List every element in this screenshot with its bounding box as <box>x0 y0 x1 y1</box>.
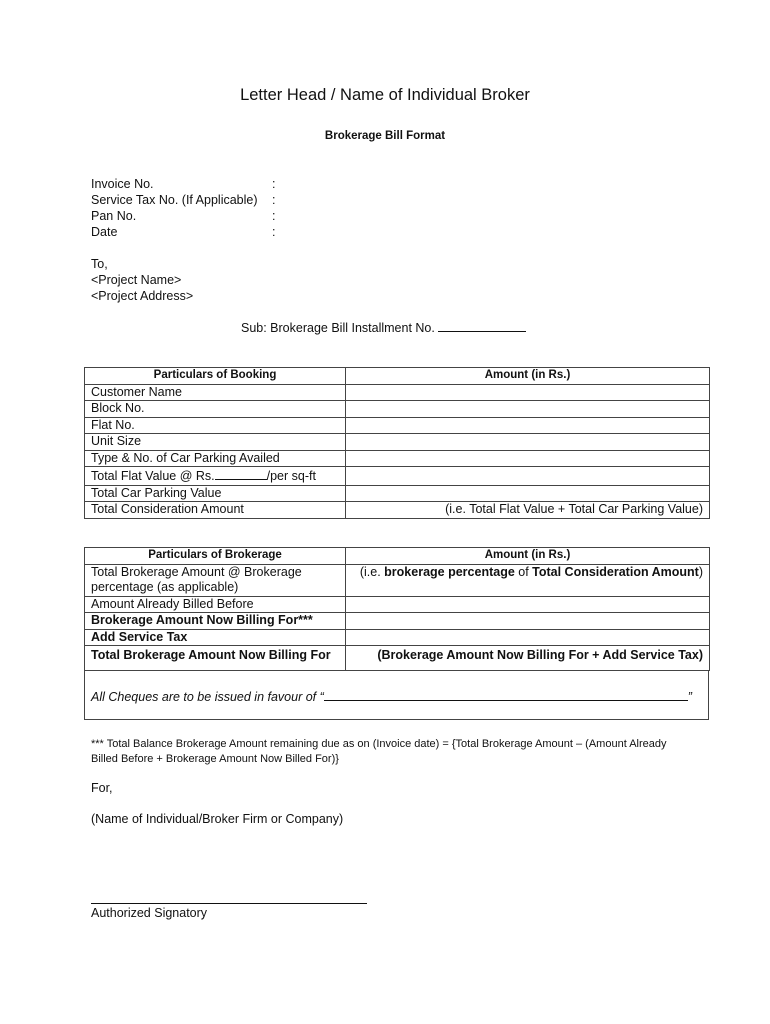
subject-text: Sub: Brokerage Bill Installment No. <box>241 321 435 335</box>
for-label: For, <box>91 781 113 795</box>
row-value[interactable] <box>346 629 710 646</box>
table-row <box>85 502 710 519</box>
row-label <box>85 467 346 486</box>
row-label: Brokerage Amount Now Billing For*** <box>85 613 346 630</box>
table-row <box>85 564 710 596</box>
row-label: Unit Size <box>85 434 346 451</box>
table-row <box>85 417 710 434</box>
row-label: Flat No. <box>85 417 346 434</box>
invoice-info-block <box>91 176 291 240</box>
row-value[interactable] <box>346 596 710 613</box>
broker-name-placeholder: (Name of Individual/Broker Firm or Company) <box>91 812 344 826</box>
service-tax-no-label: Service Tax No. (If Applicable) <box>91 193 258 207</box>
row-value[interactable] <box>346 467 710 486</box>
row-label: Amount Already Billed Before <box>85 596 346 613</box>
column-header: Particulars of Booking <box>85 368 346 385</box>
flat-value-suffix: /per sq-ft <box>266 469 316 483</box>
value-part: (i.e. <box>359 564 385 579</box>
table-row <box>85 384 710 401</box>
date-row <box>91 224 291 240</box>
table-row <box>85 401 710 418</box>
pan-no-label: Pan No. <box>91 209 137 223</box>
row-value[interactable] <box>346 450 710 467</box>
row-label: Total Car Parking Value <box>85 485 346 502</box>
project-address: <Project Address> <box>91 289 194 303</box>
row-label: Total Brokerage Amount Now Billing For <box>85 646 346 671</box>
payee-blank[interactable] <box>324 688 688 701</box>
row-value <box>346 564 710 596</box>
cheque-prefix: All Cheques are to be issued in favour of “ <box>91 690 324 704</box>
table-header-row <box>85 368 710 385</box>
table-row <box>85 613 710 630</box>
colon: : <box>272 225 276 239</box>
booking-table <box>84 367 710 519</box>
invoice-no-row <box>91 176 291 192</box>
table-row <box>85 646 710 671</box>
row-label: Block No. <box>85 401 346 418</box>
to-label: To, <box>91 257 108 271</box>
date-label: Date <box>91 225 118 239</box>
subject-line <box>241 319 526 335</box>
address-block <box>91 256 193 304</box>
authorized-signatory-label: Authorized Signatory <box>91 906 208 920</box>
flat-value-prefix: Total Flat Value @ Rs. <box>91 469 215 483</box>
table-row <box>85 434 710 451</box>
installment-no-blank[interactable] <box>438 319 526 332</box>
signature-line[interactable] <box>91 903 367 904</box>
rate-blank[interactable] <box>215 467 267 480</box>
column-header: Amount (in Rs.) <box>346 368 710 385</box>
row-value[interactable] <box>346 401 710 418</box>
row-value: (i.e. Total Flat Value + Total Car Parking Value) <box>346 502 710 519</box>
value-part-bold: brokerage percentage <box>384 564 515 579</box>
value-part: ) <box>698 564 703 579</box>
project-name: <Project Name> <box>91 273 182 287</box>
service-tax-no-row <box>91 192 291 208</box>
value-part-bold: Total Consideration Amount <box>532 564 699 579</box>
table-row <box>85 467 710 486</box>
column-header: Particulars of Brokerage <box>85 548 346 565</box>
colon: : <box>272 209 276 223</box>
value-part: of <box>514 564 533 579</box>
row-value[interactable] <box>346 434 710 451</box>
invoice-no-label: Invoice No. <box>91 177 154 191</box>
document-title: Letter Head / Name of Individual Broker <box>240 86 530 104</box>
cheque-suffix: ” <box>687 690 692 704</box>
row-label: Total Brokerage Amount @ Brokerage percentage (as applicable) <box>85 564 346 596</box>
row-label: Type & No. of Car Parking Availed <box>85 450 346 467</box>
document-subtitle: Brokerage Bill Format <box>324 130 446 142</box>
column-header: Amount (in Rs.) <box>346 548 710 565</box>
row-value[interactable] <box>346 384 710 401</box>
cheque-favour-box <box>84 671 709 720</box>
row-value[interactable] <box>346 417 710 434</box>
row-value: (Brokerage Amount Now Billing For + Add Service Tax) <box>346 646 710 671</box>
row-label: Add Service Tax <box>85 629 346 646</box>
row-value[interactable] <box>346 485 710 502</box>
table-row <box>85 450 710 467</box>
row-label: Customer Name <box>85 384 346 401</box>
table-row <box>85 485 710 502</box>
pan-no-row <box>91 208 291 224</box>
table-row <box>85 596 710 613</box>
table-row <box>85 629 710 646</box>
brokerage-table <box>84 547 710 671</box>
row-value[interactable] <box>346 613 710 630</box>
colon: : <box>272 193 276 207</box>
row-label: Total Consideration Amount <box>85 502 346 519</box>
table-header-row <box>85 548 710 565</box>
cheque-favour-line <box>91 688 692 704</box>
footnote: *** Total Balance Brokerage Amount remaining due as on (Invoice date) = {Total Brokerage Amount – (Amount Already Billed Before + Brokerage Amount Now Billed For)} <box>91 738 667 765</box>
colon: : <box>272 177 276 191</box>
